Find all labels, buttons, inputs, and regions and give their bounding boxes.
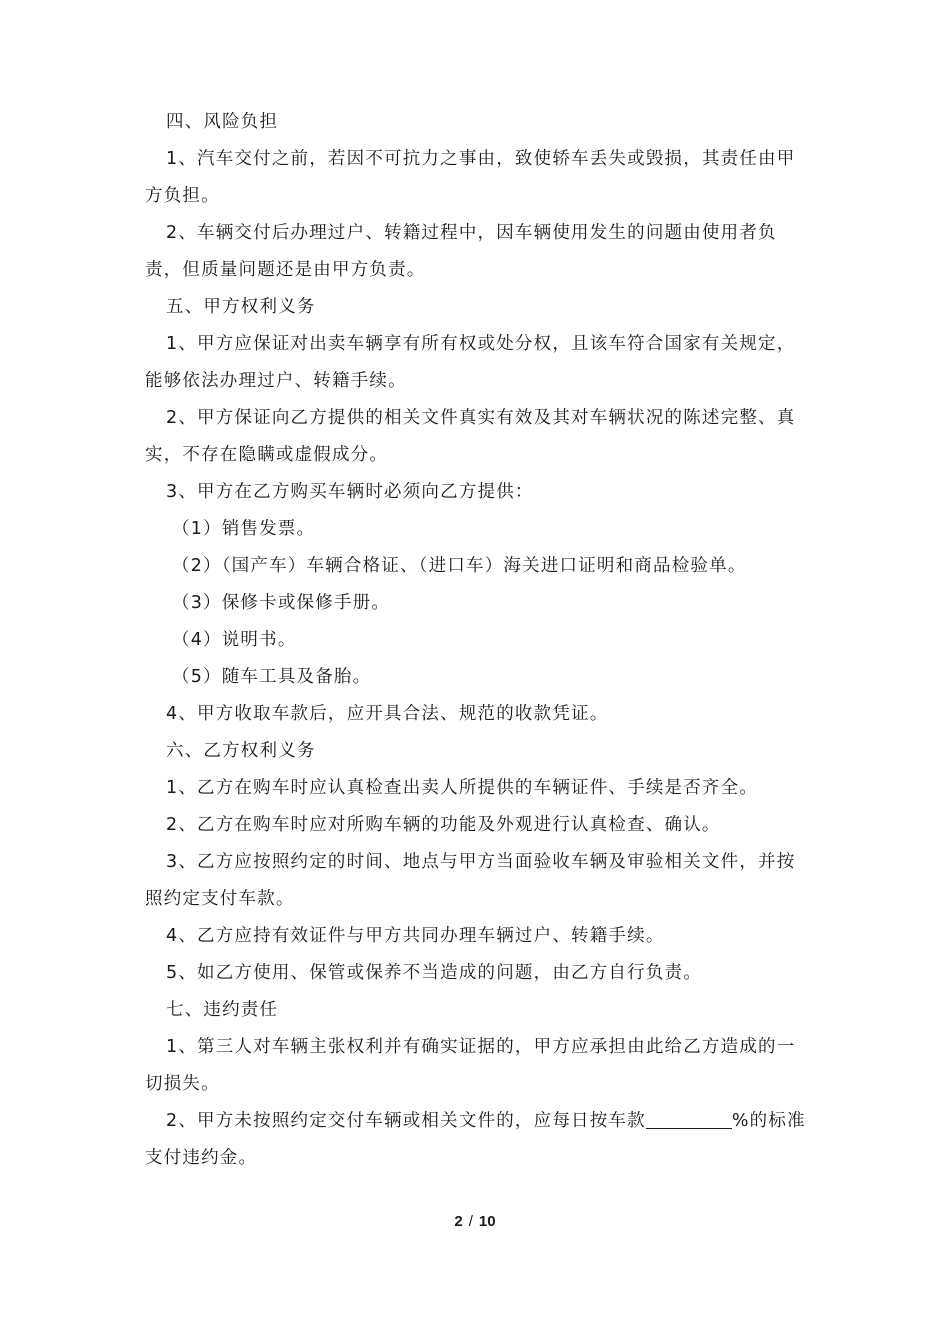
clause-4-1: 1、汽车交付之前，若因不可抗力之事由，致使轿车丢失或毁损，其责任由甲方负担。 <box>145 149 796 206</box>
section-heading-party-b: 六、乙方权利义务 <box>166 741 316 761</box>
clause-6-3: 3、乙方应按照约定的时间、地点与甲方当面验收车辆及审验相关文件，并按照约定支付车款。 <box>145 852 796 909</box>
section-heading-risk: 四、风险负担 <box>166 112 279 132</box>
clause-5-3: 3、甲方在乙方购买车辆时必须向乙方提供： <box>166 482 534 502</box>
clause-5-1: 1、甲方应保证对出卖车辆享有所有权或处分权，且该车符合国家有关规定，能够依法办理过户、转籍手续。 <box>145 334 796 391</box>
clause-6-1: 1、乙方在购车时应认真检查出卖人所提供的车辆证件、手续是否齐全。 <box>166 778 759 798</box>
clause-7-2-text-before: 2、甲方未按照约定交付车辆或相关文件的，应每日按车款 <box>166 1111 646 1131</box>
page-number <box>0 1213 950 1230</box>
clause-5-4: 4、甲方收取车款后，应开具合法、规范的收款凭证。 <box>166 704 609 724</box>
list-item-invoice: （1）销售发票。 <box>172 519 316 539</box>
clause-7-2 <box>145 1103 807 1177</box>
page-number-separator: / <box>468 1213 473 1230</box>
section-heading-party-a: 五、甲方权利义务 <box>166 297 316 317</box>
list-item-warranty: （3）保修卡或保修手册。 <box>172 593 391 613</box>
list-item-tools: （5）随车工具及备胎。 <box>172 667 372 687</box>
document-body <box>145 104 807 1177</box>
clause-4-2: 2、车辆交付后办理过户、转籍过程中，因车辆使用发生的问题由使用者负责，但质量问题还是由甲方负责。 <box>145 223 777 280</box>
clause-6-4: 4、乙方应持有效证件与甲方共同办理车辆过户、转籍手续。 <box>166 926 665 946</box>
section-heading-liability: 七、违约责任 <box>166 1000 279 1020</box>
list-item-certificate: （2）（国产车）车辆合格证、（进口车）海关进口证明和商品检验单。 <box>172 556 747 576</box>
current-page-number: 2 <box>454 1213 463 1230</box>
clause-7-2-text-after: %的标准支付违约金。 <box>145 1111 806 1168</box>
clause-6-2: 2、乙方在购车时应对所购车辆的功能及外观进行认真检查、确认。 <box>166 815 721 835</box>
percentage-blank-field <box>646 1110 732 1129</box>
list-item-manual: （4）说明书。 <box>172 630 297 650</box>
clause-6-5: 5、如乙方使用、保管或保养不当造成的问题，由乙方自行负责。 <box>166 963 702 983</box>
total-pages-number: 10 <box>478 1213 496 1230</box>
clause-7-1: 1、第三人对车辆主张权利并有确实证据的，甲方应承担由此给乙方造成的一切损失。 <box>145 1037 796 1094</box>
clause-5-2: 2、甲方保证向乙方提供的相关文件真实有效及其对车辆状况的陈述完整、真实，不存在隐瞒或虚假成分。 <box>145 408 796 465</box>
